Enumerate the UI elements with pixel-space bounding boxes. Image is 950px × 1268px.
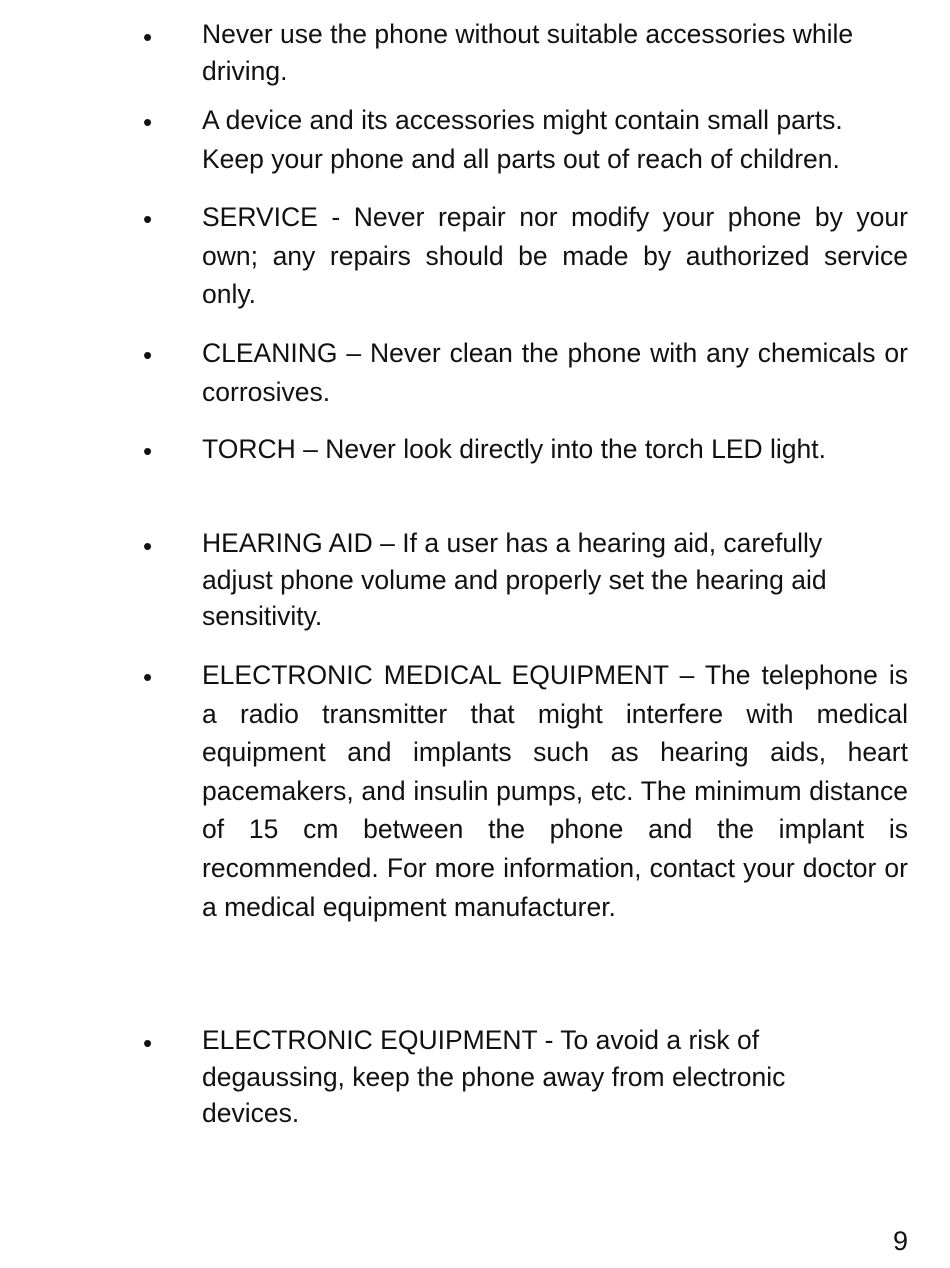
bullet-icon: • — [143, 22, 153, 52]
bullet-icon: • — [143, 531, 153, 561]
list-item-text: A device and its accessories might contain small parts. Keep your phone and all parts out of reach of children. — [202, 105, 843, 174]
list-item-text: Never use the phone without suitable accessories while driving. — [202, 19, 854, 86]
list-item-text: CLEANING – Never clean the phone with any chemicals or corrosives. — [202, 338, 908, 407]
bullet-icon: • — [143, 662, 153, 692]
list-item-text: ELECTRONIC MEDICAL EQUIPMENT – The telephone is a radio transmitter that might interfere with medical equipment and implants such as hearing aids, heart pacemakers, and insulin pumps, etc. The minimum distance of 15 cm between the phone and the implant is recommended. For more information, contact your doctor or a medical equipment manufacturer. — [202, 660, 908, 922]
page-number: 9 — [892, 1226, 908, 1256]
bullet-icon: • — [143, 1028, 153, 1058]
bullet-icon: • — [143, 204, 153, 234]
bullet-icon: • — [143, 340, 153, 370]
bullet-icon: • — [143, 107, 153, 137]
list-item-text: SERVICE - Never repair nor modify your phone by your own; any repairs should be made by authorized service only. — [202, 202, 908, 310]
list-item-text: ELECTRONIC EQUIPMENT - To avoid a risk of degaussing, keep the phone away from electronic devices. — [202, 1025, 786, 1128]
list-item-text: HEARING AID – If a user has a hearing aid, carefully adjust phone volume and properly set the hearing aid sensitivity. — [202, 528, 827, 631]
bullet-icon: • — [143, 436, 153, 466]
list-item-text: TORCH – Never look directly into the torch LED light. — [202, 434, 826, 464]
